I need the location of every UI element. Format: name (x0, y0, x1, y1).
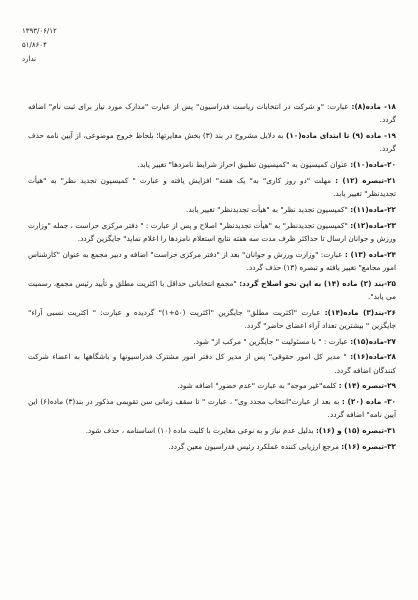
item-text: به بعد از عبارت"انتخاب مجدد وی" ، عبارت " تا سقف زمانی سن تقویمی مذکور در بند(۳) ماده(۶) این آیین نامه" اضافه گردد. (28, 397, 396, 420)
letter-metadata (22, 24, 57, 66)
item-text: عنوان کمیسیون به "کمیسیون تطبیق احراز شرایط نامزدها" تغییر یابد. (137, 160, 351, 169)
item-text: "کمیسیون تجدیدنظر" به "هیأت تجدیدنظر" اصلاح و پس از عبارت : " دفتر مرکزی حراست ، جمله "وزارت ورزش و جوانان ارسال تا حداکثر ظرف مدت سه هفته نتایج استعلام نامزدها را اعلام نماید" جایگزین گردد. (28, 220, 396, 243)
list-item (28, 219, 396, 245)
item-text: "مجمع انتخاباتی حداقل با اکثریت مطلق و تأیید رئیس مجمع، رسمیت می یابد". (28, 278, 396, 301)
letter-date: ۱۳۹۳/۰۶/۱۲ (22, 27, 57, 35)
list-item (28, 174, 396, 200)
item-label: ۳۲-تبصره (۱۶): (341, 441, 396, 451)
item-text: کلمه"غیر موجه" به عبارت "عدم حضور" اضافه شود. (177, 381, 339, 391)
item-text: عبارت: "وزارت ورزش و جوانان" بعد از "دفتر مرکزی حراست" اضافه و دبیر مجمع به عنوان "کارشناس امور مجامع" تغییر یافته و تبصره (۱۳) حذف گردد. (28, 249, 396, 272)
list-item (28, 395, 396, 421)
item-text: عبارت: "و شرکت در انتخابات ریاست فدراسیون" پس از عبارت "مدارک مورد نیاز برای ثبت نام" اضافه گردد. (28, 102, 396, 125)
list-item (28, 424, 396, 437)
list-item (28, 203, 396, 216)
item-label: ۱۹- ماده (۹) تا ابتدای ماده(۱۰) (285, 131, 396, 140)
list-item (28, 335, 396, 348)
item-label: ۲۹-تبصره (۱۴) : (338, 381, 396, 391)
item-text: " مدیر کل امور حقوقی" پس از مدیر کل دفتر امور مشترک فدراسیونها و باشگاهها به اعضاء شرکت کنندگان اضافه گردد. (28, 352, 396, 375)
list-item (28, 440, 396, 453)
item-label: ۲۰-ماده(۱۰): (350, 160, 396, 169)
item-text: "کمیسیون تجدید نظر" به "هیأت تجدیدنظر" تغییر یابد. (186, 204, 351, 214)
letter-attachment: ندارد (22, 55, 37, 63)
item-label: ۱۸- ماده(۸): (351, 102, 396, 111)
item-text: عبارت : " با مسئولیت " جایگزین " مرکب از" شود. (193, 336, 351, 346)
list-item (28, 158, 396, 171)
list-item (28, 379, 396, 392)
list-item (28, 248, 396, 274)
letter-number: ۵۱/۸۶۰۴ (22, 41, 47, 49)
item-label: ۳۱-تبصره (۱۵) و (۱۶): (316, 426, 396, 436)
item-label: ۲۲-ماده(۱۱): (350, 204, 396, 214)
item-label: ۲۳-ماده(۱۲): (350, 220, 396, 230)
item-text: عبارت "اکثریت مطلق" جایگزین "اکثریت (۵۰+۱)" گردیده و عبارت: " اکثریت نسبی آراء" جایگزین " بیشترین تعداد آراء اعضای حاضر" گردد. (28, 307, 396, 330)
item-text: بدلیل عدم نیاز و به نوعی مغایرت با کلیت ماده (۱۰) اساسنامه ، حذف شود. (85, 426, 316, 436)
item-label: ۲۶-بند(۳) ماده(۱۴): (324, 307, 397, 317)
item-text: مرجع ارزیابی کننده عملکرد رئیس فدراسیون معین گردد. (168, 441, 342, 451)
item-label: ۲۱-تبصره (۱۲) : (335, 175, 396, 185)
list-item (28, 350, 396, 376)
list-item (28, 306, 396, 332)
document-body (28, 100, 396, 456)
list-item (28, 277, 396, 303)
item-text: مهلت "دو روز کاری" به" یک هفته" افزایش یافته و عبارت " کمیسیون تجدید نظر" به "هیأت تجدیدنظر" تغییر یابد. (28, 175, 396, 198)
item-label: ۲۴-ماده (۱۳) : (344, 249, 396, 259)
list-item (28, 129, 396, 155)
list-item (28, 100, 396, 126)
item-label: ۲۷-ماده(۱۵): (350, 336, 396, 346)
item-label: ۳۰- ماده (۲۰) : (341, 397, 397, 407)
item-label: ۲۵-بند (۲) ماده (۱۴) به این نحو اصلاح گردد: (239, 278, 397, 288)
item-text: به دلایل مشروح در بند (۳) بخش مغایرتها؛ بلحاظ خروج موضوعی، از آیین نامه حذف گردد. (28, 131, 396, 154)
item-label: ۲۸-ماده(۱۶): (350, 352, 396, 362)
